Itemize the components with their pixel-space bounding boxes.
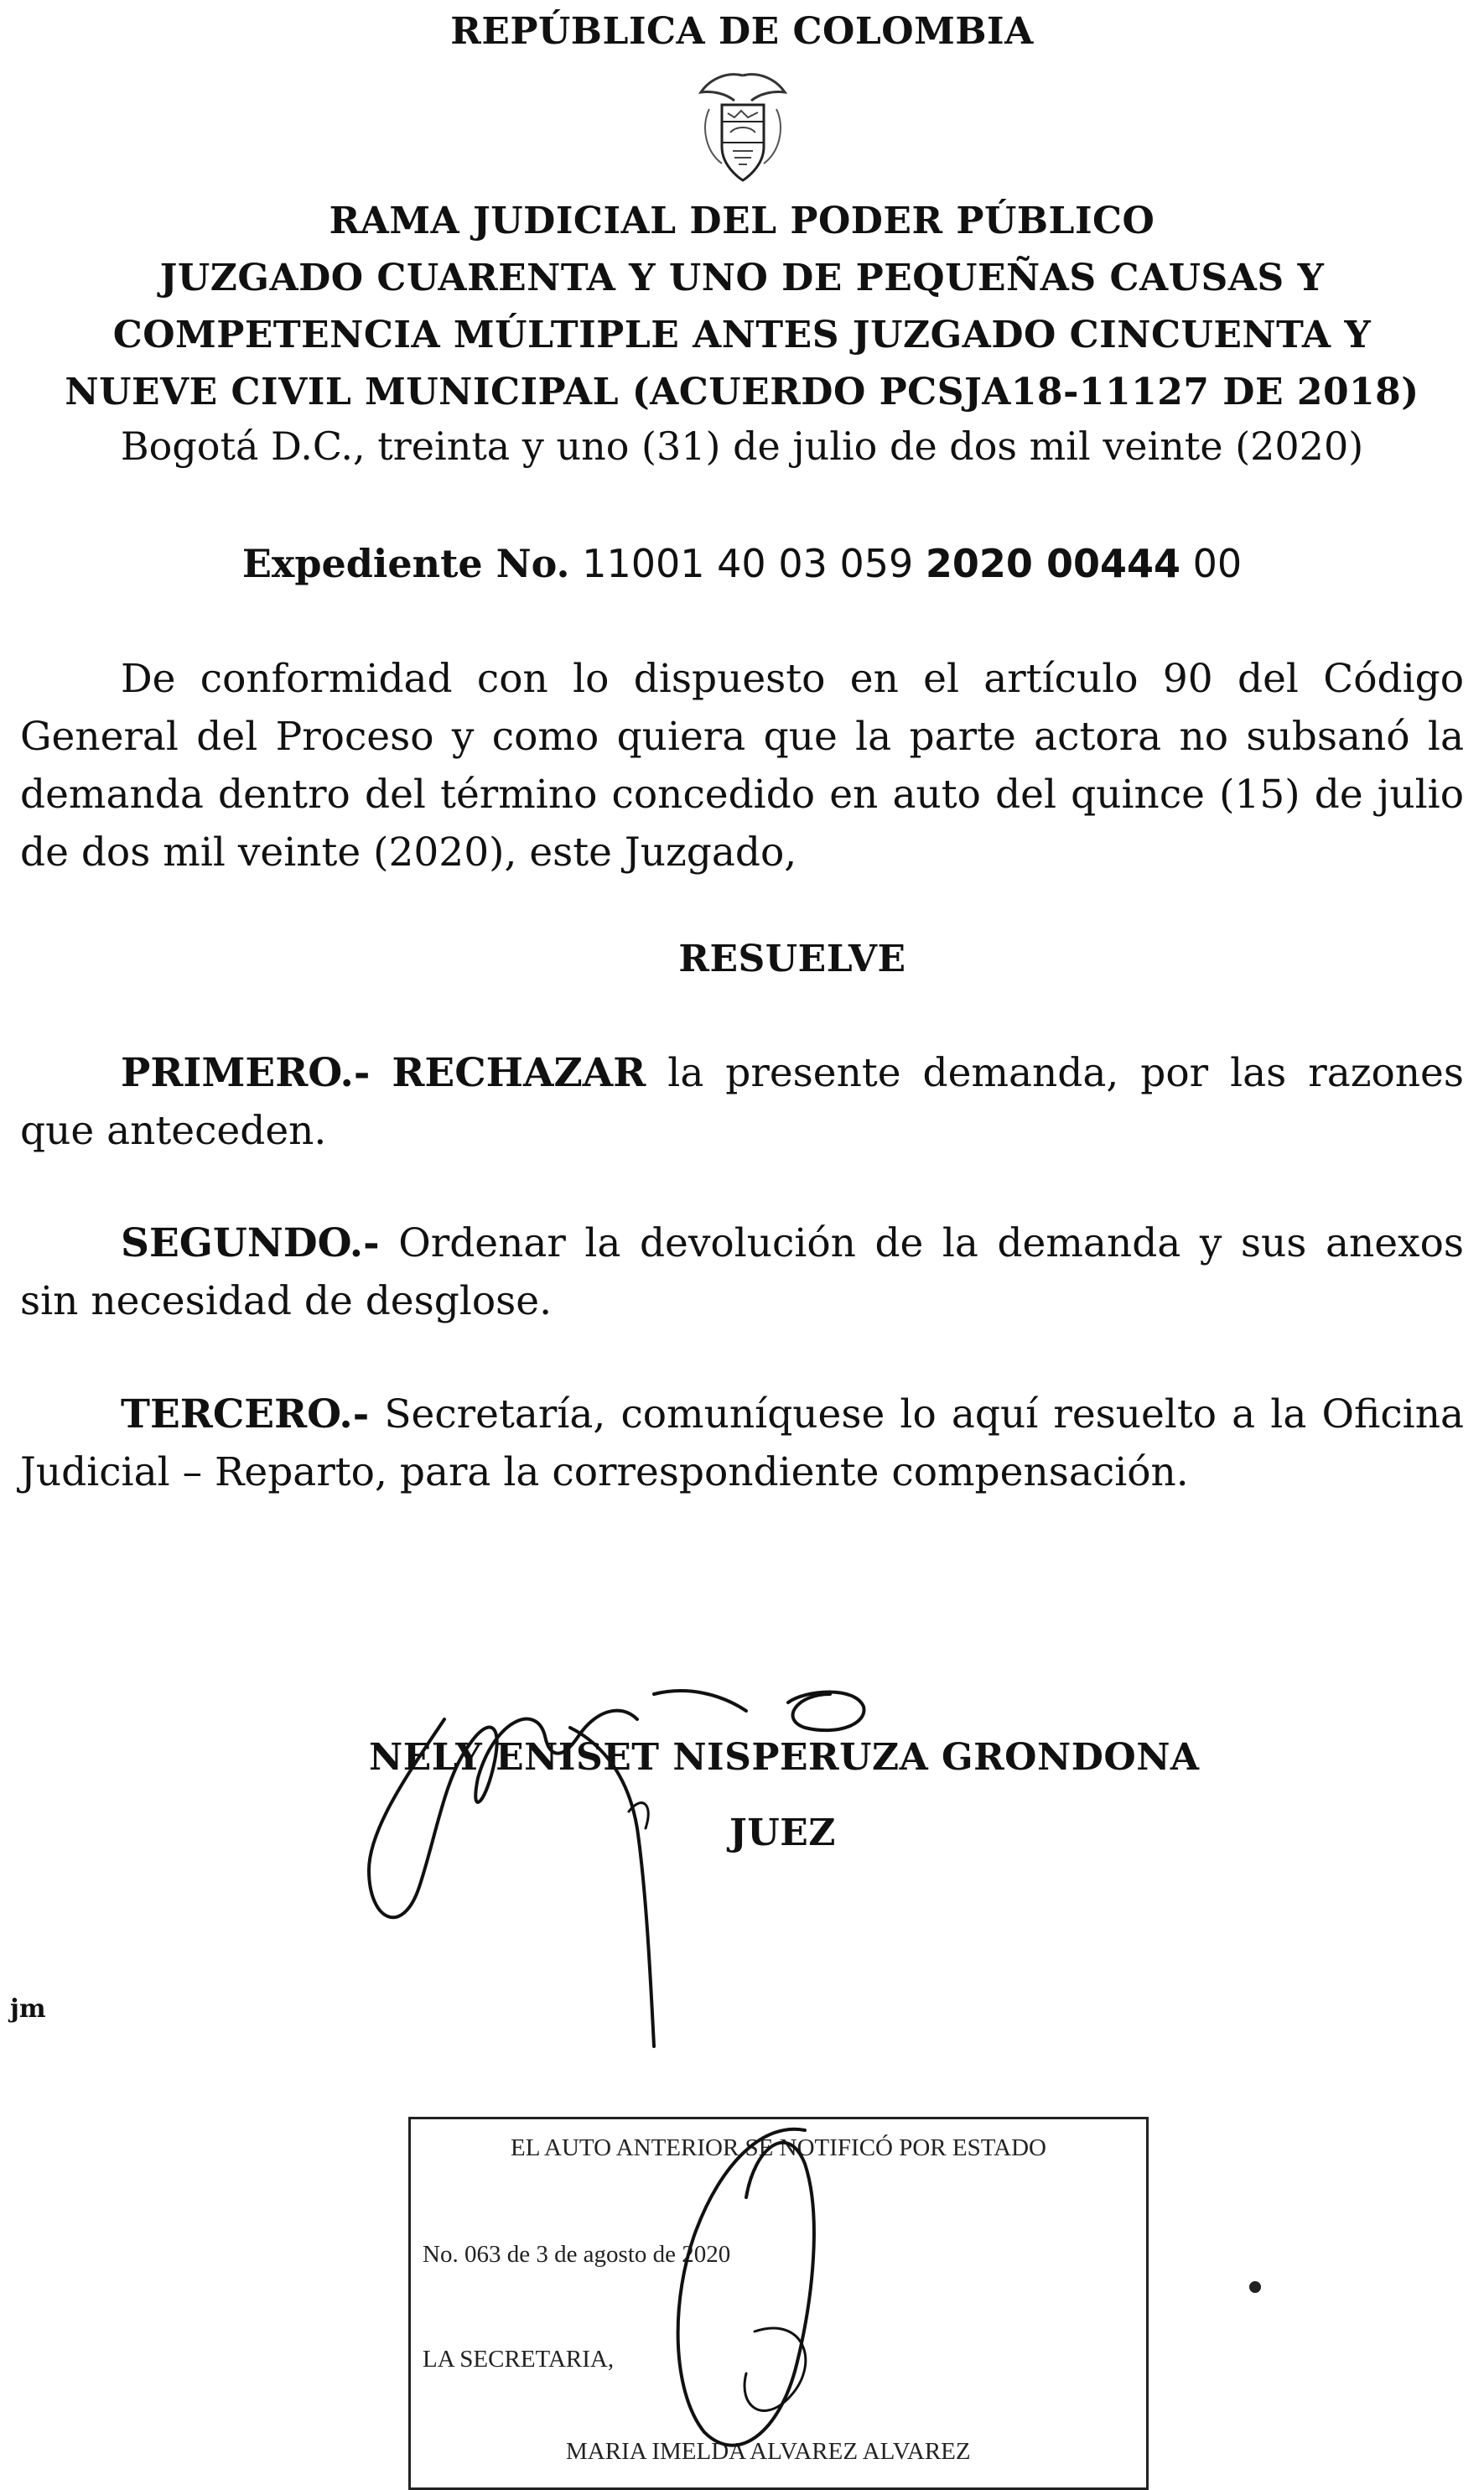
notification-stamp <box>408 2117 1149 2490</box>
coat-of-arms-icon <box>693 67 793 193</box>
judge-name: NELY ENISET NISPERUZA GRONDONA <box>369 1736 1200 1779</box>
ink-speck <box>1249 2281 1261 2293</box>
stamp-secretary-label: LA SECRETARIA, <box>423 2346 615 2373</box>
court-heading-line-2: COMPETENCIA MÚLTIPLE ANTES JUZGADO CINCUENTA Y <box>112 314 1372 356</box>
second-resolution <box>20 1214 1464 1330</box>
first-resolution <box>20 1044 1464 1160</box>
stamp-secretary-name: MARIA IMELDA ALVAREZ ALVAREZ <box>566 2438 971 2465</box>
case-number-label: Expediente No. <box>241 541 570 586</box>
case-number-part-c: 00 <box>1192 541 1243 586</box>
first-bold-verb: RECHAZAR <box>392 1050 646 1096</box>
country-heading: REPÚBLICA DE COLOMBIA <box>450 10 1034 53</box>
case-number <box>0 541 1484 586</box>
branch-heading: RAMA JUDICIAL DEL PODER PÚBLICO <box>329 200 1155 242</box>
date-line: Bogotá D.C., treinta y uno (31) de julio de dos mil veinte (2020) <box>120 424 1364 469</box>
typist-initials: jm <box>10 1994 46 2024</box>
second-text: Ordenar la devolución de la demanda y sus anexos sin necesidad de desglose. <box>20 1220 1464 1324</box>
court-heading-line-1: JUZGADO CUARENTA Y UNO DE PEQUEÑAS CAUSAS Y <box>159 257 1325 299</box>
stamp-title: EL AUTO ANTERIOR SE NOTIFICÓ POR ESTADO <box>511 2134 1046 2161</box>
resolve-heading: RESUELVE <box>678 938 906 980</box>
third-resolution <box>20 1385 1464 1501</box>
first-text: la presente demanda, por las razones que anteceden. <box>20 1050 1464 1154</box>
case-number-part-a: 11001 40 03 059 <box>582 541 914 586</box>
judge-signature-icon <box>352 1610 939 2080</box>
judge-role: JUEZ <box>729 1812 836 1854</box>
case-number-part-b: 2020 00444 <box>925 541 1180 586</box>
intro-paragraph: De conformidad con lo dispuesto en el artículo 90 del Código General del Proceso y como quiera que la parte actora no subsanó la demanda dentro del término concedido en auto del quince (15) de julio de dos mil veinte (2020), este Juzgado, <box>20 656 1464 876</box>
first-label: PRIMERO.- <box>121 1050 371 1096</box>
third-label: TERCERO.- <box>121 1391 370 1437</box>
stamp-number-line: No. 063 de 3 de agosto de 2020 <box>423 2241 731 2268</box>
second-label: SEGUNDO.- <box>121 1220 380 1266</box>
third-text: Secretaría, comuníquese lo aquí resuelto a la Oficina Judicial – Reparto, para la correspondiente compensación. <box>20 1391 1464 1495</box>
court-heading-line-3: NUEVE CIVIL MUNICIPAL (ACUERDO PCSJA18-11127 DE 2018) <box>65 371 1419 413</box>
